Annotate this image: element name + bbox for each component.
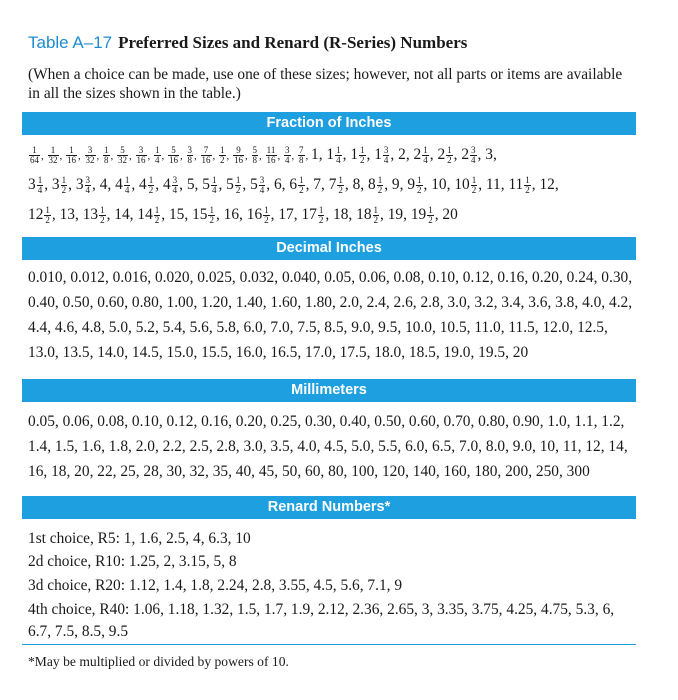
stacked-fraction: [66, 146, 77, 165]
fraction-value: [153, 146, 162, 163]
denominator: 64: [30, 154, 39, 165]
fraction-value: [333, 206, 348, 223]
numerator: 1: [447, 144, 452, 155]
fraction-value: [486, 176, 501, 193]
millimeter-line: 1.4, 1.5, 1.6, 1.8, 2.0, 2.2, 2.5, 2.8, 3.0, 3.5, 4.0, 4.5, 5.0, 5.5, 6.0, 6.5, 7.0, 8.0, 9.0, 10, 11, 12, 14,: [28, 438, 628, 455]
decimal-line: 0.40, 0.50, 0.60, 0.80, 1.00, 1.20, 1.40, 1.60, 1.80, 2.0, 2.4, 2.6, 2.8, 3.0, 3.2, 3.4, 3.6, 3.8, 4.0, 4.2,: [28, 294, 633, 311]
whole-number: 9: [407, 176, 416, 193]
table-title-text: Preferred Sizes and Renard (R-Series) Numbers: [118, 33, 468, 52]
numerator: 1: [264, 204, 269, 215]
whole-number: 10: [431, 176, 447, 193]
whole-number: 2: [413, 146, 422, 163]
numerator: 3: [85, 146, 96, 156]
numerator: 1: [66, 146, 77, 156]
denominator: 16: [136, 154, 146, 165]
denominator: 4: [471, 154, 476, 165]
table-note: (When a choice can be made, use one of these sizes; however, not all parts or items are available in all the sizes shown in the table.): [28, 66, 623, 102]
whole-number: 4: [115, 176, 123, 193]
stacked-fraction: [44, 206, 51, 225]
stacked-fraction: [208, 206, 215, 225]
decimal-values: [28, 265, 640, 365]
whole-number: 7: [313, 176, 321, 193]
denominator: 2: [373, 214, 379, 225]
fraction-value: [356, 206, 380, 223]
fraction-value: [411, 206, 435, 223]
numerator: 1: [318, 204, 324, 215]
fraction-value: [163, 176, 179, 193]
numerator: 7: [201, 146, 212, 156]
fraction-header: Fraction of Inches: [22, 112, 636, 135]
fraction-value: [65, 146, 78, 163]
denominator: 2: [299, 184, 304, 195]
numerator: 1: [525, 174, 530, 185]
numerator: 3: [187, 144, 192, 155]
stacked-fraction: [259, 176, 266, 195]
numerator: 1: [336, 144, 341, 155]
denominator: 2: [220, 154, 225, 165]
whole-number: 17: [301, 206, 317, 223]
stacked-fraction: [233, 146, 244, 165]
stacked-fraction: [154, 206, 161, 225]
fraction-value: [374, 146, 390, 163]
whole-number: 6: [289, 176, 298, 193]
whole-number: 1: [311, 146, 319, 163]
fraction-value: [392, 176, 400, 193]
fraction-value: [186, 146, 195, 163]
fraction-value: [454, 176, 478, 193]
numerator: 5: [117, 146, 128, 156]
whole-number: 11: [508, 176, 524, 193]
denominator: 4: [383, 154, 389, 165]
whole-number: 19: [410, 206, 427, 223]
whole-number: 3: [75, 176, 84, 193]
stacked-fraction: [377, 176, 384, 195]
fraction-value: [461, 146, 477, 163]
footnote: *May be multiplied or divided by powers of 10.: [28, 654, 289, 669]
whole-number: 12: [539, 176, 555, 193]
stacked-fraction: [446, 146, 453, 165]
numerator: 1: [104, 144, 109, 155]
whole-number: 6: [273, 176, 282, 193]
numerator: 7: [299, 144, 304, 155]
numerator: 1: [299, 174, 304, 185]
numerator: 1: [37, 174, 43, 185]
fraction-value: [274, 176, 282, 193]
whole-number: 1: [374, 146, 382, 163]
denominator: 2: [209, 214, 214, 225]
table-number: Table A–17: [28, 33, 113, 52]
whole-number: 5: [250, 176, 258, 193]
stacked-fraction: [85, 146, 96, 165]
fraction-value: [135, 146, 148, 163]
fraction-value: [388, 206, 403, 223]
whole-number: 9: [391, 176, 400, 193]
numerator: 1: [220, 144, 225, 155]
stacked-fraction: [117, 146, 128, 165]
stacked-fraction: [318, 206, 325, 225]
fraction-value: [368, 176, 384, 193]
numerator: 1: [61, 174, 67, 185]
numerator: 1: [29, 146, 40, 156]
fraction-line: 3 $\frac{1}{4}$ , 3 $\frac{1}{2}$ , 3 $\frac{3}{4}$ , 4, 4 $\frac{1}{4}$ , 4 $\frac{1}{2}$ , 4 $\frac{3}{4}$ , 5, 5 $\frac{1}{4}$ , 5 $\frac{1}{2}$ , 5 $\frac{3}{4}$ , 6, 6 $\frac{1}{2}$ , 7, 7 $\frac{1}{2}$ , 8, 8 $\frac{1}{2}$ , 9, 9 $\frac{1}{2}$ , 10, 10 $\frac{1}{2}$ , 11, 11 $\frac{1}{2}$ , 12,: [28, 174, 559, 195]
whole-number: 8: [368, 176, 376, 193]
stacked-fraction: [37, 176, 44, 195]
numerator: 1: [423, 144, 428, 155]
whole-number: 5: [202, 176, 210, 193]
stacked-fraction: [416, 176, 423, 195]
denominator: 2: [447, 154, 452, 165]
denominator: 4: [85, 184, 91, 195]
whole-number: 7: [328, 176, 337, 193]
stacked-fraction: [48, 146, 59, 165]
fraction-value: [329, 176, 345, 193]
fraction-value: [76, 176, 92, 193]
fraction-value: [187, 176, 195, 193]
numerator: 1: [209, 204, 214, 215]
stacked-fraction: [154, 146, 161, 165]
fraction-value: [226, 176, 242, 193]
decimal-line: 0.010, 0.012, 0.016, 0.020, 0.025, 0.032, 0.040, 0.05, 0.06, 0.08, 0.10, 0.12, 0.16, 0.20, 0.24, 0.30,: [28, 269, 633, 286]
stacked-fraction: [61, 176, 68, 195]
fraction-value: [539, 176, 554, 193]
fraction-line: $\frac{1}{64}$ , $\frac{1}{32}$ , $\frac{1}{16}$ , $\frac{3}{32}$ , $\frac{1}{8}$ , $\frac{5}{32}$ , $\frac{3}{16}$ , $\frac{1}{4}$ , $\frac{5}{16}$ , $\frac{3}{8}$ , $\frac{7}{16}$ , $\frac{1}{2}$ , $\frac{9}{16}$ , $\frac{5}{8}$ , $\frac{11}{16}$ , $\frac{3}{4}$ , $\frac{7}{8}$ , 1, 1 $\frac{1}{4}$ , 1 $\frac{1}{2}$ , 1 $\frac{3}{4}$ , 2, 2 $\frac{1}{4}$ , 2 $\frac{1}{2}$ , 2 $\frac{3}{4}$ , 3,: [30, 144, 497, 165]
denominator: 32: [118, 154, 127, 165]
denominator: 2: [417, 184, 422, 195]
fraction-value: [508, 176, 531, 193]
whole-number: 11: [485, 176, 501, 193]
whole-number: 2: [437, 146, 446, 163]
whole-number: 18: [356, 206, 372, 223]
fraction-value: [116, 146, 129, 163]
denominator: 2: [338, 184, 343, 195]
denominator: 2: [525, 184, 530, 195]
stacked-fraction: [124, 176, 131, 195]
whole-number: 16: [246, 206, 263, 223]
whole-number: 14: [137, 206, 153, 223]
whole-number: 15: [192, 206, 208, 223]
denominator: 2: [45, 214, 50, 225]
denominator: 4: [423, 154, 428, 165]
renard-r40-line-cont: 6.7, 7.5, 8.5, 9.5: [28, 623, 129, 640]
stacked-fraction: [359, 146, 366, 165]
denominator: 2: [428, 214, 433, 225]
numerator: 3: [172, 174, 178, 185]
fraction-value: [251, 146, 260, 163]
fraction-value: [442, 206, 457, 223]
fraction-value: [297, 146, 306, 163]
whole-number: 3: [51, 176, 60, 193]
fraction-value: [407, 176, 423, 193]
whole-number: 18: [333, 206, 349, 223]
stacked-fraction: [524, 176, 531, 195]
stacked-fraction: [422, 146, 429, 165]
numerator: 1: [338, 174, 343, 185]
denominator: 16: [234, 154, 243, 165]
fraction-value: [115, 176, 131, 193]
stacked-fraction: [29, 146, 40, 165]
fraction-value: [60, 206, 75, 223]
stacked-fraction: [252, 146, 259, 165]
numerator: 1: [360, 144, 365, 155]
fraction-value: [485, 146, 493, 163]
stacked-fraction: [99, 206, 106, 225]
stacked-fraction: [427, 206, 434, 225]
fraction-value: [47, 146, 60, 163]
denominator: 2: [235, 184, 241, 195]
decimal-line: 4.4, 4.6, 4.8, 5.0, 5.2, 5.4, 5.6, 5.8, 6.0, 7.0, 7.5, 8.5, 9.0, 9.5, 10.0, 10.5, 11.0, 11.5, 12.0, 12.5,: [28, 319, 608, 336]
numerator: 1: [373, 204, 379, 215]
fraction-value: [311, 146, 319, 163]
renard-r40-line: 4th choice, R40: 1.06, 1.18, 1.32, 1.5, 1.7, 1.9, 2.12, 2.36, 2.65, 3, 3.35, 3.75, 4.25, 4.75, 5.3, 6,: [28, 601, 615, 618]
fraction-value: [437, 146, 453, 163]
numerator: 1: [124, 174, 130, 185]
whole-number: 10: [454, 176, 470, 193]
numerator: 1: [45, 204, 50, 215]
stacked-fraction: [337, 176, 344, 195]
whole-number: 4: [162, 176, 171, 193]
fraction-value: [350, 146, 366, 163]
numerator: 1: [148, 174, 154, 185]
decimal-line: 13.0, 13.5, 14.0, 14.5, 15.0, 15.5, 16.0, 16.5, 17.0, 17.5, 18.0, 18.5, 19.0, 19.5, 20: [28, 344, 529, 361]
stacked-fraction: [471, 176, 478, 195]
denominator: 16: [201, 154, 211, 165]
numerator: 1: [377, 174, 383, 185]
denominator: 2: [61, 184, 67, 195]
stacked-fraction: [187, 146, 194, 165]
numerator: 1: [211, 174, 217, 185]
fraction-value: [84, 146, 97, 163]
fraction-value: [83, 206, 107, 223]
fraction-value: [283, 146, 292, 163]
whole-number: 2: [398, 146, 406, 163]
fraction-value: [28, 176, 44, 193]
denominator: 8: [104, 154, 109, 165]
fraction-value: [192, 206, 216, 223]
fraction-value: [102, 146, 111, 163]
whole-number: 15: [168, 206, 185, 223]
decimal-header: Decimal Inches: [22, 237, 636, 260]
whole-number: 4: [139, 176, 147, 193]
stacked-fraction: [148, 176, 155, 195]
numerator: 1: [154, 204, 160, 215]
numerator: 3: [471, 144, 476, 155]
millimeter-line: 16, 18, 20, 22, 25, 28, 30, 32, 35, 40, 45, 50, 60, 80, 100, 120, 140, 160, 180, 200, 250, 300: [28, 463, 590, 480]
fraction-value: [52, 176, 68, 193]
denominator: 2: [360, 154, 365, 165]
denominator: 4: [336, 154, 341, 165]
numerator: 1: [48, 146, 59, 156]
stacked-fraction: [85, 176, 92, 195]
stacked-fraction: [211, 176, 218, 195]
fraction-line: 12 $\frac{1}{2}$ , 13, 13 $\frac{1}{2}$ , 14, 14 $\frac{1}{2}$ , 15, 15 $\frac{1}{2}$ , 16, 16 $\frac{1}{2}$ , 17, 17 $\frac{1}{2}$ , 18, 18 $\frac{1}{2}$ , 19, 19 $\frac{1}{2}$ , 20: [28, 204, 458, 225]
denominator: 32: [48, 154, 58, 165]
whole-number: 19: [387, 206, 404, 223]
table-bottom-rule: [22, 644, 636, 645]
denominator: 4: [37, 184, 43, 195]
stacked-fraction: [284, 146, 291, 165]
denominator: 8: [252, 154, 257, 165]
renard-header: Renard Numbers*: [22, 496, 636, 519]
renard-r10-line: 2d choice, R10: 1.25, 2, 3.15, 5, 8: [28, 553, 237, 570]
whole-number: 2: [461, 146, 470, 163]
fraction-value: [431, 176, 446, 193]
denominator: 4: [259, 184, 265, 195]
fraction-value: [247, 206, 271, 223]
stacked-fraction: [263, 206, 270, 225]
numerator: 3: [285, 144, 290, 155]
stacked-fraction: [298, 176, 305, 195]
stacked-fraction: [335, 146, 342, 165]
fraction-values: [28, 140, 640, 230]
fraction-value: [278, 206, 293, 223]
millimeter-values: [28, 409, 640, 484]
denominator: 4: [155, 154, 160, 165]
millimeter-header: Millimeters: [22, 379, 636, 402]
fraction-value: [167, 146, 180, 163]
denominator: 4: [285, 154, 290, 165]
denominator: 2: [154, 214, 160, 225]
fraction-value: [218, 146, 227, 163]
fraction-value: [114, 206, 129, 223]
whole-number: 5: [186, 176, 195, 193]
fraction-value: [202, 176, 218, 193]
whole-number: 1: [350, 146, 359, 163]
whole-number: 13: [59, 206, 75, 223]
whole-number: 4: [99, 176, 108, 193]
renard-values: [28, 528, 640, 642]
whole-number: 20: [442, 206, 458, 223]
fraction-value: [200, 146, 213, 163]
numerator: 9: [233, 146, 244, 156]
denominator: 2: [318, 214, 324, 225]
numerator: 3: [383, 144, 389, 155]
denominator: 2: [100, 214, 105, 225]
denominator: 16: [67, 154, 76, 165]
stacked-fraction: [103, 146, 110, 165]
numerator: 5: [168, 146, 179, 156]
millimeter-line: 0.05, 0.06, 0.08, 0.10, 0.12, 0.16, 0.20, 0.25, 0.30, 0.40, 0.50, 0.60, 0.70, 0.80, 0.90, 1.0, 1.1, 1.2,: [28, 413, 625, 430]
denominator: 4: [211, 184, 217, 195]
fraction-value: [313, 176, 321, 193]
stacked-fraction: [470, 146, 477, 165]
denominator: 2: [148, 184, 154, 195]
fraction-value: [28, 146, 41, 163]
whole-number: 14: [114, 206, 130, 223]
fraction-value: [398, 146, 406, 163]
whole-number: 16: [223, 206, 240, 223]
numerator: 1: [471, 174, 477, 185]
whole-number: 17: [278, 206, 294, 223]
fraction-value: [169, 206, 184, 223]
fraction-value: [289, 176, 305, 193]
fraction-value: [250, 176, 266, 193]
fraction-value: [414, 146, 430, 163]
renard-r20-line: 3d choice, R20: 1.12, 1.4, 1.8, 2.24, 2.8, 3.55, 4.5, 5.6, 7.1, 9: [28, 577, 403, 594]
numerator: 1: [417, 174, 422, 185]
denominator: 8: [187, 154, 192, 165]
denominator: 16: [169, 154, 178, 165]
fraction-value: [326, 146, 342, 163]
denominator: 16: [266, 154, 276, 165]
denominator: 2: [377, 184, 383, 195]
table-title: [28, 33, 467, 53]
renard-r5-line: 1st choice, R5: 1, 1.6, 2.5, 4, 6.3, 10: [28, 530, 251, 547]
stacked-fraction: [383, 146, 390, 165]
denominator: 2: [264, 214, 269, 225]
fraction-value: [139, 176, 155, 193]
fraction-value: [265, 146, 278, 163]
numerator: 1: [100, 204, 105, 215]
whole-number: 12: [28, 206, 44, 223]
stacked-fraction: [172, 176, 179, 195]
numerator: 3: [85, 174, 91, 185]
whole-number: 1: [326, 146, 335, 163]
denominator: 4: [124, 184, 130, 195]
stacked-fraction: [298, 146, 305, 165]
stacked-fraction: [168, 146, 179, 165]
whole-number: 3: [28, 176, 36, 193]
numerator: 11: [266, 144, 276, 155]
stacked-fraction: [373, 206, 380, 225]
numerator: 1: [235, 174, 241, 185]
numerator: 1: [428, 204, 433, 215]
numerator: 5: [252, 144, 257, 155]
whole-number: 13: [82, 206, 99, 223]
numerator: 3: [259, 174, 265, 185]
stacked-fraction: [235, 176, 242, 195]
fraction-value: [28, 206, 52, 223]
denominator: 2: [471, 184, 477, 195]
denominator: 8: [299, 154, 304, 165]
whole-number: 3: [485, 146, 493, 163]
fraction-value: [224, 206, 239, 223]
numerator: 1: [155, 144, 160, 155]
denominator: 4: [172, 184, 178, 195]
fraction-value: [301, 206, 325, 223]
stacked-fraction: [219, 146, 226, 165]
whole-number: 5: [226, 176, 234, 193]
stacked-fraction: [136, 146, 147, 165]
stacked-fraction: [266, 146, 277, 165]
numerator: 3: [136, 146, 147, 156]
denominator: 32: [85, 154, 95, 165]
fraction-value: [232, 146, 245, 163]
fraction-value: [137, 206, 161, 223]
whole-number: 8: [352, 176, 361, 193]
stacked-fraction: [201, 146, 212, 165]
